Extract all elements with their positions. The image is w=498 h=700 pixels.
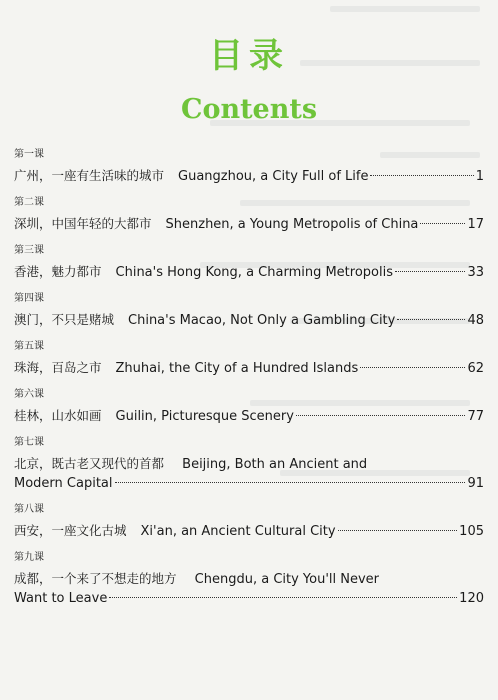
toc-entry[interactable] bbox=[14, 244, 484, 282]
dot-leader bbox=[370, 175, 473, 176]
toc-entry[interactable] bbox=[14, 503, 484, 541]
lesson-title-chinese: 西安，一座文化古城 bbox=[14, 523, 127, 538]
toc-entry[interactable] bbox=[14, 388, 484, 426]
toc-entry[interactable] bbox=[14, 340, 484, 378]
lesson-number: 第九课 bbox=[14, 552, 44, 563]
page-number: 17 bbox=[467, 217, 484, 232]
page-number: 33 bbox=[467, 265, 484, 280]
dot-leader bbox=[360, 367, 465, 368]
page-title-chinese: 目录 bbox=[209, 36, 289, 76]
lesson-number: 第二课 bbox=[14, 197, 44, 208]
page-number: 62 bbox=[467, 361, 484, 376]
lesson-title-chinese: 广州，一座有生活味的城市 bbox=[14, 168, 165, 183]
toc-entry[interactable] bbox=[14, 196, 484, 234]
page-number: 105 bbox=[459, 524, 484, 539]
toc-entry[interactable] bbox=[14, 436, 484, 493]
lesson-title-english: Guilin, Picturesque Scenery bbox=[115, 409, 294, 424]
dot-leader bbox=[395, 271, 465, 272]
dot-leader bbox=[109, 597, 457, 598]
toc-entry[interactable] bbox=[14, 551, 484, 608]
lesson-title-english: Chengdu, a City You'll Never bbox=[194, 572, 380, 587]
table-of-contents bbox=[14, 148, 484, 618]
page-title-english: Contents bbox=[180, 94, 318, 125]
lesson-title-english: Zhuhai, the City of a Hundred Islands bbox=[115, 361, 359, 376]
page-number: 77 bbox=[467, 409, 484, 424]
lesson-title-english: China's Hong Kong, a Charming Metropolis bbox=[115, 265, 393, 280]
lesson-title-english: Shenzhen, a Young Metropolis of China bbox=[165, 217, 419, 232]
lesson-title-english: Guangzhou, a City Full of Life bbox=[178, 169, 369, 184]
page-number: 91 bbox=[467, 476, 484, 491]
lesson-title-chinese: 香港，魅力都市 bbox=[14, 264, 102, 279]
dot-leader bbox=[296, 415, 466, 416]
lesson-title-chinese: 成都，一个来了不想走的地方 bbox=[14, 571, 177, 586]
page-number: 120 bbox=[459, 591, 484, 606]
lesson-number: 第七课 bbox=[14, 437, 44, 448]
dot-leader bbox=[115, 482, 466, 483]
lesson-title-english: China's Macao, Not Only a Gambling City bbox=[128, 313, 396, 328]
dot-leader bbox=[338, 530, 458, 531]
lesson-title-english-cont: Modern Capital bbox=[14, 476, 113, 491]
dot-leader bbox=[397, 319, 465, 320]
lesson-title-chinese: 桂林，山水如画 bbox=[14, 408, 102, 423]
lesson-number: 第六课 bbox=[14, 389, 44, 400]
toc-entry[interactable] bbox=[14, 292, 484, 330]
dot-leader bbox=[420, 223, 465, 224]
lesson-title-chinese: 北京，既古老又现代的首都 bbox=[14, 456, 165, 471]
lesson-title-chinese: 澳门，不只是赌城 bbox=[14, 312, 115, 327]
lesson-number: 第五课 bbox=[14, 341, 44, 352]
page-number: 48 bbox=[467, 313, 484, 328]
toc-entry[interactable] bbox=[14, 148, 484, 186]
lesson-title-chinese: 珠海，百岛之市 bbox=[14, 360, 102, 375]
lesson-title-english-cont: Want to Leave bbox=[14, 591, 108, 606]
lesson-title-english: Xi'an, an Ancient Cultural City bbox=[140, 524, 336, 539]
lesson-number: 第一课 bbox=[14, 149, 44, 160]
lesson-number: 第八课 bbox=[14, 504, 44, 515]
lesson-title-english: Beijing, Both an Ancient and bbox=[182, 457, 368, 472]
lesson-title-chinese: 深圳，中国年轻的大都市 bbox=[14, 216, 152, 231]
page-number: 1 bbox=[475, 169, 484, 184]
lesson-number: 第四课 bbox=[14, 293, 44, 304]
lesson-number: 第三课 bbox=[14, 245, 44, 256]
